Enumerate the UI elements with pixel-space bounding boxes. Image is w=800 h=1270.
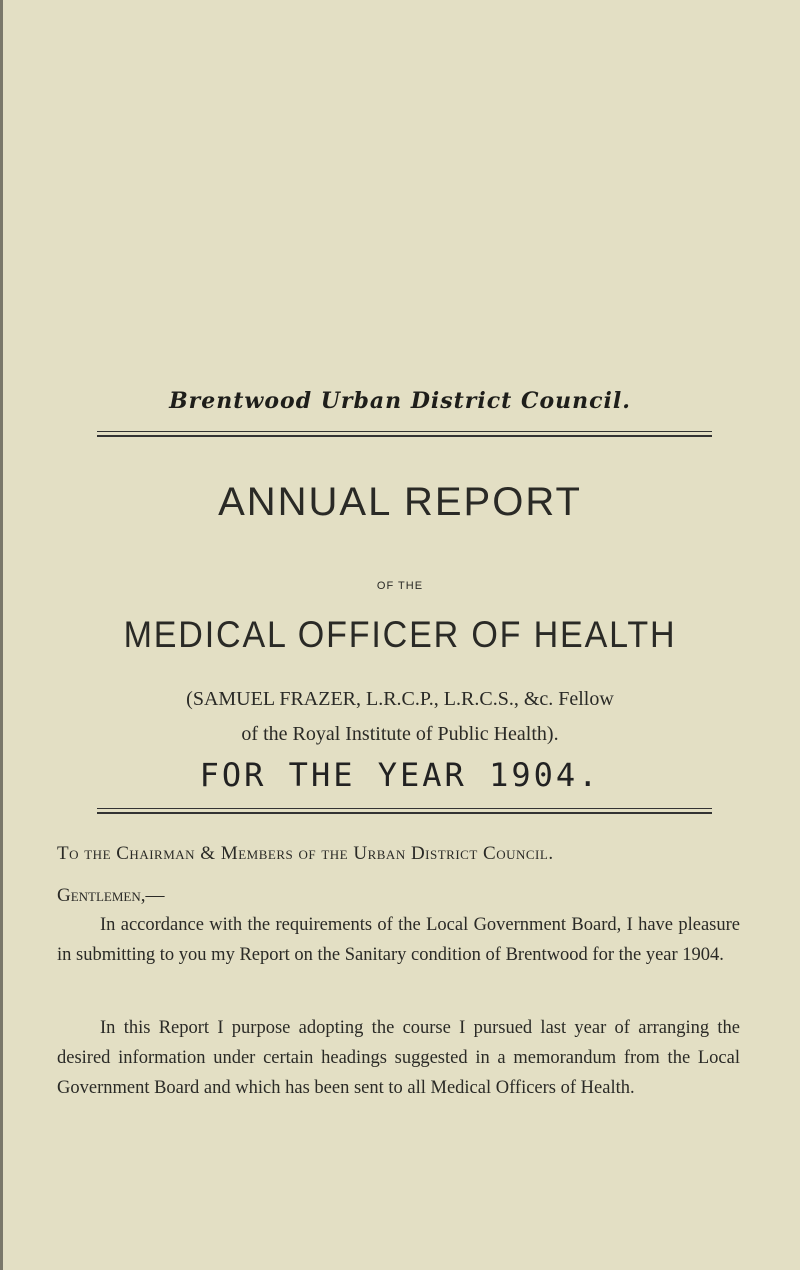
- divider: [97, 808, 712, 809]
- year-heading: FOR THE YEAR 1904.: [199, 756, 601, 794]
- salutation: Gentlemen,—: [57, 885, 165, 906]
- address-line: To the Chairman & Members of the Urban District Council.: [57, 843, 554, 864]
- paragraph: In accordance with the requirements of the Local Government Board, I have pleasure in submitting to you my Report on the Sanitary condition of Brentwood for the year 1904.: [57, 915, 740, 965]
- divider: [97, 812, 712, 814]
- divider: [97, 431, 712, 432]
- divider: [97, 435, 712, 437]
- page-edge: [0, 0, 3, 1270]
- report-subtitle: MEDICAL OFFICER OF HEALTH: [123, 614, 677, 655]
- report-title: ANNUAL REPORT: [218, 480, 582, 524]
- council-name: Brentwood Urban District Council.: [169, 388, 631, 414]
- author-line-1: (SAMUEL FRAZER, L.R.C.P., L.R.C.S., &c. Fellow: [186, 688, 614, 710]
- of-the-label: OF THE: [376, 580, 424, 592]
- paragraph: In this Report I purpose adopting the course I pursued last year of arranging the desired information under certain headings suggested in a memorandum from the Local Government Board and which has been sent to all Medical Officers of Health.: [57, 1018, 740, 1098]
- author-line-2: of the Royal Institute of Public Health).: [241, 723, 559, 745]
